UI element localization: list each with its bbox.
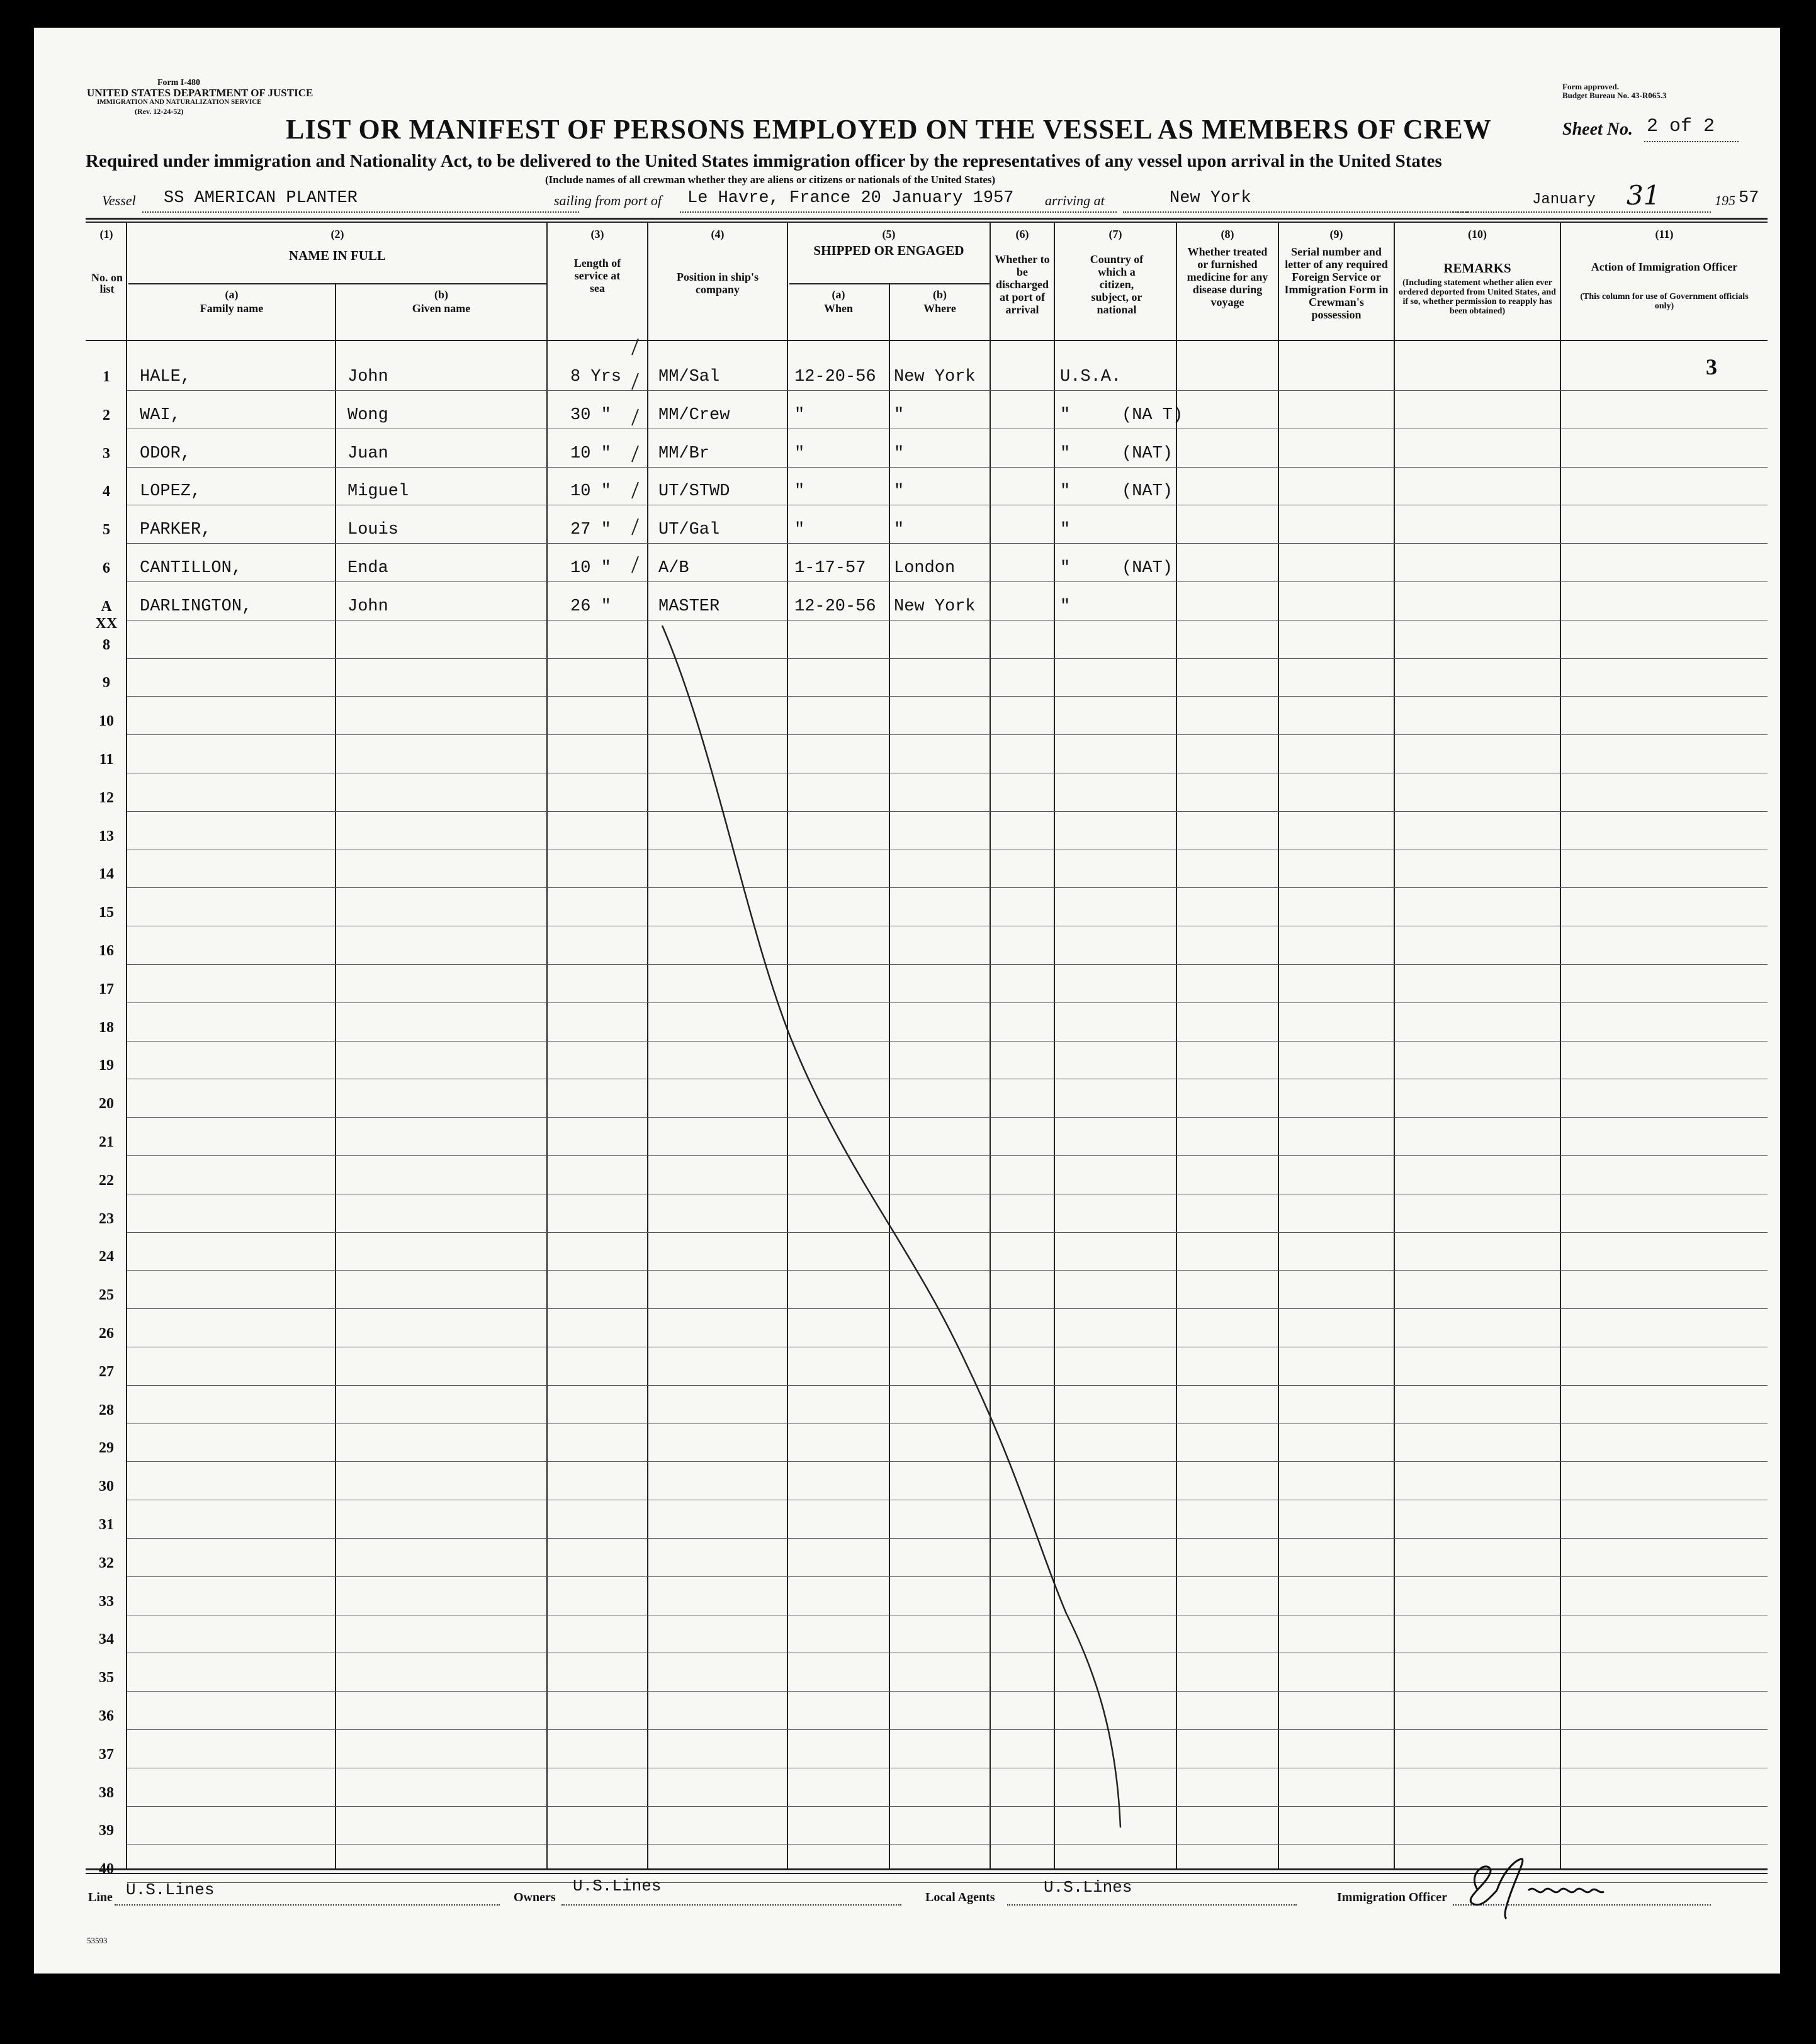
- crew-family: LOPEZ,: [140, 482, 201, 502]
- col6-number: (6): [1015, 228, 1029, 240]
- col1-label: No. on list: [91, 271, 123, 295]
- arrival-month: January: [1532, 191, 1596, 208]
- arrival-day: 31: [1627, 180, 1661, 211]
- crew-position: MM/Crew: [658, 405, 730, 425]
- crew-position: UT/Gal: [658, 520, 720, 540]
- col5a-label: When: [823, 302, 853, 315]
- row-number: 5: [103, 522, 110, 539]
- manifest-title: LIST OR MANIFEST OF PERSONS EMPLOYED ON THE VESSEL AS MEMBERS OF CREW: [286, 114, 1492, 145]
- manifest-subtitle: Required under immigration and Nationality Act, to be delivered to the United States immigration officer by the representatives of any vessel upon arrival in the United States: [86, 151, 1442, 171]
- row-number: 12: [99, 789, 114, 806]
- row-number: 29: [99, 1440, 114, 1457]
- arriving-at: New York: [1170, 189, 1251, 208]
- crew-country: ": [1060, 559, 1071, 578]
- row-number: 20: [99, 1096, 114, 1113]
- local-agents-label: Local Agents: [925, 1890, 995, 1904]
- crew-when: ": [794, 520, 805, 540]
- crew-service: 10 ": [570, 444, 611, 463]
- col4-number: (4): [711, 228, 725, 240]
- crew-country: ": [1060, 520, 1071, 540]
- crew-country: ": [1060, 405, 1071, 425]
- row-number: 18: [99, 1019, 114, 1036]
- col2-label: NAME IN FULL: [288, 248, 386, 263]
- row-number: 31: [99, 1517, 114, 1533]
- line-label: Line: [88, 1890, 113, 1904]
- row-number: 11: [99, 751, 114, 768]
- crew-when: 12-20-56: [794, 597, 876, 616]
- crew-family: CANTILLON,: [140, 559, 242, 578]
- col8-number: (8): [1221, 228, 1234, 240]
- crew-given: Louis: [347, 520, 399, 540]
- crew-when: 1-17-57: [794, 559, 866, 578]
- row-number: 34: [99, 1631, 114, 1648]
- row-number: 36: [99, 1708, 114, 1724]
- col11-label: Action of Immigration Officer: [1591, 261, 1738, 273]
- crew-position: A/B: [658, 559, 689, 578]
- row-number: 38: [99, 1784, 114, 1801]
- row-number: 28: [99, 1401, 114, 1418]
- col10-label: REMARKS: [1443, 261, 1511, 276]
- crew-given: John: [347, 597, 388, 616]
- page-stamp: 3: [1706, 354, 1717, 379]
- service-name: IMMIGRATION AND NATURALIZATION SERVICE: [97, 98, 262, 106]
- crew-note: (NAT): [1122, 559, 1173, 578]
- crew-position: MM/Br: [658, 444, 710, 463]
- crew-position: MASTER: [658, 597, 720, 616]
- col3-number: (3): [590, 228, 604, 240]
- row-number: 32: [99, 1554, 114, 1571]
- col2-number: (2): [330, 228, 344, 240]
- row-number: 15: [99, 904, 114, 921]
- row-number: 4: [103, 483, 110, 500]
- row-number: 6: [103, 560, 110, 576]
- crew-service: 8 Yrs: [570, 368, 622, 386]
- crew-country: ": [1060, 597, 1071, 616]
- crew-when: ": [794, 482, 805, 502]
- crew-note: (NA T): [1122, 405, 1183, 425]
- manifest-sheet: Form I-480 UNITED STATES DEPARTMENT OF JUSTICE IMMIGRATION AND NATURALIZATION SERVICE (Rev. 12-24-52) Form approved. Budget Bureau No. 43-R065.3 LIST OR MANIFEST OF PERSONS EMPLOYED ON THE VESSEL AS MEMBERS OF CREW Sheet No. 2 of 2 Required under immigration and Nationality Act, to be delivered to the United States immigration officer by the representatives of any vessel upon arrival in the United States (Include names of all crewman whether they are aliens or citizens or nationals of the United States) Vessel SS AMERICAN PLANTER sailing from port of Le Havre, France 20 January 1957 arriving at New York January 31 195 57 (1) No. on list (2) NAME IN FULL (a) Family name (b) Given name (3) Length of service at sea (4) Position in ship's company (5) SHIPPED OR ENGAGED (a) When (b) Where (6) Whether to be discharged at port of arrival (7) Country of which a citizen, subject, or national (8) Whether treated or furnished medicine for any disease during voyage (9) Serial number and letter of any required Foreign Service or Immigration Form in Crewman's possession (10) REMARKS (Including statement whether alien ever ordered deported from United States, and if so, whether permission to reapply has been obtained) (11) Action of Immigration Officer (This column for use of Government officials only) 3 HALE, John 8 Yrs MM/Sal 12-20-56 New York U.S.A. WAI, Wong 30 " MM/Crew " " " (NA T) ODOR, Juan 10 " MM/Br " " " (NAT) LOPEZ, Miguel 10 " UT/STWD " " " (NAT) PARKER, Louis 27 " UT/Gal " " " CANTILLON, Enda 10 " A/B 1-17-57 London " (NAT) DARLINGTON, John 26 " MASTER 12-20-56 New York " 1 2 3 4 5 6 A XX 8 9 10 11 12 13 14 15 16 17 18 19 20 21 22 23 24 25 26 27 28 29 30 31 32 33 34 35 36 37 38 39 40 Line U.S.Lines Owners U.S.Lines Local Agents U.S.Lines Immigration Officer 53593: [34, 28, 1780, 1974]
- crew-position: MM/Sal: [658, 368, 720, 386]
- col5b-label: Where: [923, 302, 956, 315]
- col7-number: (7): [1108, 228, 1122, 240]
- crew-service: 10 ": [570, 482, 611, 502]
- crew-given: Wong: [347, 405, 388, 425]
- crew-where: London: [894, 559, 956, 578]
- row-number: A XX: [95, 598, 118, 632]
- col6-label: Whether to be discharged at port of arrival: [995, 253, 1050, 316]
- crew-family: PARKER,: [140, 520, 211, 540]
- row-number: 9: [103, 675, 110, 692]
- crew-family: ODOR,: [140, 444, 191, 463]
- crew-service: 10 ": [570, 559, 611, 578]
- col10-sub: (Including statement whether alien ever ordered deported from United States, and if so, whether permission to reapply has been obtained): [1399, 278, 1556, 316]
- sailing-from: Le Havre, France 20 January 1957: [687, 189, 1014, 208]
- crew-where: ": [894, 520, 905, 540]
- crew-note: (NAT): [1122, 482, 1173, 502]
- row-number: 40: [99, 1861, 114, 1878]
- department-name: UNITED STATES DEPARTMENT OF JUSTICE: [87, 87, 313, 99]
- row-number: 35: [99, 1670, 114, 1687]
- crew-service: 30 ": [570, 405, 611, 425]
- col2b-label: Given name: [412, 302, 471, 315]
- row-number: 30: [99, 1478, 114, 1495]
- col9-label: Serial number and letter of any required Foreign Service or Immigration Form in Crewman's possession: [1284, 245, 1389, 321]
- crew-country: ": [1060, 482, 1071, 502]
- col9-number: (9): [1329, 228, 1343, 240]
- form-approved: Form approved.: [1562, 82, 1620, 91]
- arriving-label: arriving at: [1045, 193, 1105, 208]
- manifest-note: (Include names of all crewman whether they are aliens or citizens or nationals of the United States): [545, 174, 996, 186]
- crew-position: UT/STWD: [658, 482, 730, 502]
- row-number: 13: [99, 828, 114, 845]
- owners-value: U.S.Lines: [573, 1877, 662, 1895]
- col11-number: (11): [1655, 228, 1674, 240]
- row-number: 27: [99, 1363, 114, 1380]
- row-number: 25: [99, 1287, 114, 1304]
- officer-signature: [1453, 1846, 1616, 1922]
- row-number: 3: [103, 445, 110, 462]
- row-number: 17: [99, 980, 114, 997]
- col8-label: Whether treated or furnished medicine for any disease during voyage: [1187, 245, 1268, 308]
- crew-when: ": [794, 444, 805, 463]
- year-prefix: 195: [1715, 193, 1735, 208]
- sheet-label: Sheet No.: [1562, 120, 1633, 139]
- form-revision: (Rev. 12-24-52): [135, 107, 184, 116]
- row-number: 10: [99, 713, 114, 730]
- crew-when: ": [794, 405, 805, 425]
- crew-family: WAI,: [140, 405, 181, 425]
- sheet-number: 2 of 2: [1647, 116, 1715, 137]
- crew-where: ": [894, 482, 905, 502]
- row-number: 23: [99, 1210, 114, 1227]
- crew-given: Enda: [347, 559, 388, 578]
- row-number: 39: [99, 1822, 114, 1839]
- col11-sub: (This column for use of Government officials only): [1580, 292, 1749, 311]
- row-number: 33: [99, 1593, 114, 1610]
- sailing-label: sailing from port of: [554, 193, 662, 208]
- crew-family: DARLINGTON,: [140, 597, 252, 616]
- year-suffix: 57: [1739, 189, 1759, 208]
- row-number: 26: [99, 1325, 114, 1342]
- crew-country: U.S.A.: [1060, 368, 1122, 386]
- col4-label: Position in ship's company: [676, 271, 759, 296]
- col1-number: (1): [99, 228, 113, 240]
- crew-when: 12-20-56: [794, 368, 876, 386]
- crew-given: Juan: [347, 444, 388, 463]
- crew-service: 26 ": [570, 597, 611, 616]
- col5-label: SHIPPED OR ENGAGED: [813, 243, 964, 258]
- diagonal-line-mark: [34, 28, 1780, 1974]
- crew-country: ": [1060, 444, 1071, 463]
- form-number: Form I-480: [157, 78, 201, 87]
- col2a-label: Family name: [200, 302, 264, 315]
- vessel-name: SS AMERICAN PLANTER: [164, 189, 358, 208]
- crew-where: New York: [894, 368, 976, 386]
- row-number: 14: [99, 866, 114, 883]
- crew-given: Miguel: [347, 482, 409, 502]
- row-number: 16: [99, 943, 114, 959]
- col5-number: (5): [882, 228, 896, 240]
- crew-where: ": [894, 444, 905, 463]
- col10-number: (10): [1468, 228, 1487, 240]
- row-number: 24: [99, 1249, 114, 1266]
- owners-label: Owners: [514, 1890, 556, 1904]
- local-agents-value: U.S.Lines: [1044, 1878, 1132, 1897]
- row-number: 2: [103, 407, 110, 424]
- crew-service: 27 ": [570, 520, 611, 540]
- row-number: 19: [99, 1057, 114, 1074]
- crew-note: (NAT): [1122, 444, 1173, 463]
- vessel-label: Vessel: [102, 193, 136, 208]
- immigration-officer-label: Immigration Officer: [1337, 1890, 1447, 1904]
- line-value: U.S.Lines: [126, 1880, 215, 1899]
- row-number: 8: [103, 636, 110, 653]
- form-code: 53593: [87, 1936, 108, 1945]
- row-number: 1: [103, 369, 110, 385]
- row-number: 37: [99, 1746, 114, 1763]
- col3-label: Length of service at sea: [573, 257, 621, 295]
- row-number: 22: [99, 1172, 114, 1189]
- crew-family: HALE,: [140, 368, 191, 386]
- crew-where: ": [894, 405, 905, 425]
- col7-label: Country of which a citizen, subject, or national: [1090, 253, 1144, 316]
- budget-bureau-number: Budget Bureau No. 43-R065.3: [1562, 91, 1667, 100]
- crew-where: New York: [894, 597, 976, 616]
- crew-given: John: [347, 368, 388, 386]
- row-number: 21: [99, 1134, 114, 1150]
